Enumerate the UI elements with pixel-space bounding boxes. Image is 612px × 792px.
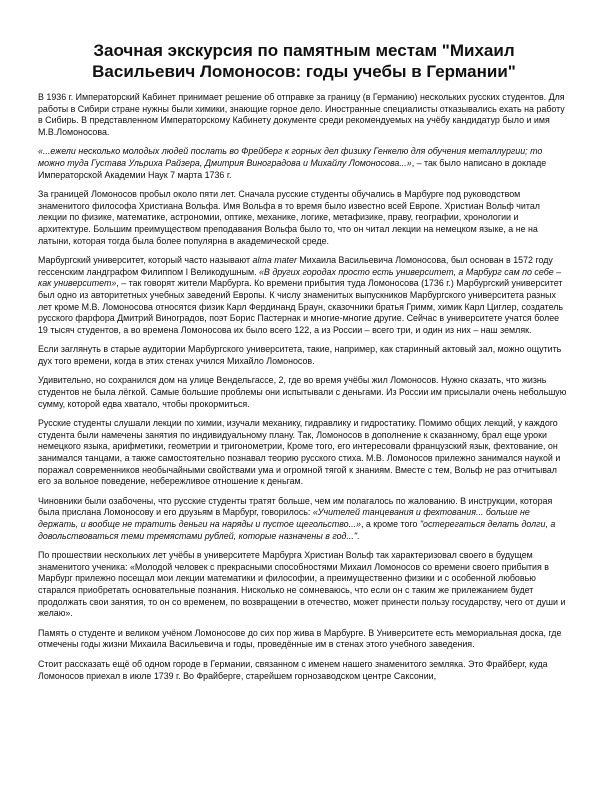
academy-quote-source: , – так было написано в докладе Императорской Академии Наук 7 марта 1736 г.: [38, 157, 547, 180]
marburg-text-3: , – так говорят жители Марбурга. Ко времени прибытия туда Ломоносова (1736 г.) Марбургский университет был одно из авторитетных учебных заведений Европы. К числу знаменитых выпускников Марбургского университета разных лет кроме М.В. Ломоносова относятся физик Карл Фердинанд Браун, сказочники братья Гримм, химик Карл Циглер, создатель русского фарфора Дмитрий Виноградов, поэт Борис Пастернак и многие-многие другие. Сейчас в университете учатся более 19 тысяч студентов, а во времена Ломоносова их было всего 122, а из России – всего три, и один из них – наш земляк.: [38, 278, 564, 335]
officials-text-3: .: [356, 530, 360, 541]
officials-quote-1: «Учителей танцевания и фехтования... больше не держать, и вообще не тратить деньги на наряды и пустое щегольство...»: [38, 507, 530, 529]
paragraph-officials: [38, 496, 570, 542]
officials-text-1: Чиновники были озабочены, что русские студенты тратят больше, чем им полагалось по жалованию. В инструкции, которая была прислана Ломоносову и его друзьям в Марбург, говорилось:: [38, 495, 553, 518]
marburg-text-1: Марбургский университет, который часто называют: [38, 255, 253, 266]
academy-quote: «...ежели несколько молодых людей послать во Фрейберг к горных дел физику Генкелю для обучения металлургии; то можно туда Густава Ульриха Райзера, Дмитрия Виноградова и Михайлу Ломоносова...»: [38, 146, 543, 168]
alma-mater-term: alma mater: [252, 255, 297, 266]
paragraph-freiberg: Стоит рассказать ещё об одном городе в Германии, связанном с именем нашего знаменитого земляка. Это Фрайберг, куда Ломоносов приехал в июле 1739 г. Во Фрайберге, старейшем горнозаводском центре Саксонии,: [38, 658, 548, 681]
marburg-text-2: Михаила Васильевича Ломоносова, был основан в 1572 году гессенским ландграфом Филиппом I Великодушным.: [38, 255, 553, 277]
document-title: Заочная экскурсия по памятным местам "Михаил Васильевич Ломоносов: годы учебы в Германии": [92, 41, 516, 81]
marburg-quote: «В других городах просто есть университет, а Марбург сам по себе – как университет»: [38, 266, 562, 289]
paragraph-auditoriums: Если заглянуть в старые аудитории Марбургского университета, такие, например, как старинный актовый зал, можно ощутить дух того времени, когда в этих стенах учился Михайло Ломоносов.: [38, 344, 562, 366]
officials-quote-2: "остерегаться делать долги, а довольствоваться теми тремястами рублей, которые назначены в год...": [38, 519, 556, 541]
paragraph-studies: Русские студенты слушали лекции по химии, изучали механику, гидравлику и гидростатику. Помимо общих лекций, у каждого студента были намечены занятия по индивидуальному плану. Так, Ломоносов в дополнение к сказанному, брал еще уроки немецкого языка, арифметики, геометрии и тригонометрии, Кроме того, его интересовали французский язык, фехтование, он занимался танцами, а также самостоятельно познавал теорию русского стиха. М.В. Ломоносов прилежно занимался наукой и поражал современников необычайными свойствами ума и огромной тягой к знаниям. Вместе с тем, Вольф не раз отчитывал его за вольное поведение, небережливое отношение к деньгам.: [38, 418, 561, 487]
paragraph-wolff-review: По прошествии нескольких лет учёбы в университете Марбурга Христиан Вольф так характеризовал своего в будущем знаменитого ученика: «Молодой человек с прекрасными способностями Михаил Ломоносов со времени своего прибытия в Марбург прилежно посещал мои лекции математики и философии, а преимущественно физики и с особенной любовью старался приобретать основательные познания. Нисколько не сомневаюсь, что если он с таким же прилежанием будет продолжать свои занятия, то он со временем, по возвращении в отечество, может принести пользу государству, чего от души и желаю».: [38, 550, 566, 619]
paragraph-academy-quote: [38, 146, 570, 181]
paragraph-memorial: Память о студенте и великом учёном Ломоносове до сих пор жива в Марбурге. В Университете есть мемориальная доска, где отмечены годы жизни Михаила Васильевича и годы, проведённые им в стенах этого учебного заведения.: [38, 627, 562, 650]
paragraph-marburg-university: [38, 255, 570, 336]
document-page: [38, 40, 570, 682]
paragraph-wolff: За границей Ломоносов пробыл около пяти лет. Сначала русские студенты обучались в Марбурге под руководством знаменитого философа Христиана Вольфа. Имя Вольфа в то время было известно всей Европе. Христиан Вольф читал лекции по физике, математике, астрономии, оптике, механике, логике, метафизике, праву, географии, хронологии и архитектуре. Большим преимуществом преподавания Вольфа было то, что он читал лекции на немецком языке, а не на латыни, которая тогда была более популярна в академической среде.: [38, 189, 540, 246]
paragraph-intro: В 1936 г. Императорский Кабинет принимает решение об отправке за границу (в Германию) нескольких русских студентов. Для работы в Сибири стране нужны были химики, знающие горное дело. Иностранные специалисты отказывались ехать на работу в Сибирь. В представленном Императорскому Кабинету документе среди рекомендуемых на учёбу кандидатур было и имя М.В.Ломоносова.: [38, 92, 565, 137]
paragraph-house: Удивительно, но сохранился дом на улице Вендельгассе, 2, где во время учёбы жил Ломоносов. Нужно сказать, что жизнь студентов не была лёгкой. Самые большие проблемы они испытывали с деньгами. Из России им присылали очень небольшую сумму, которой едва хватало, чтобы прокормиться.: [38, 375, 567, 409]
officials-text-2: , а кроме того: [360, 519, 420, 529]
